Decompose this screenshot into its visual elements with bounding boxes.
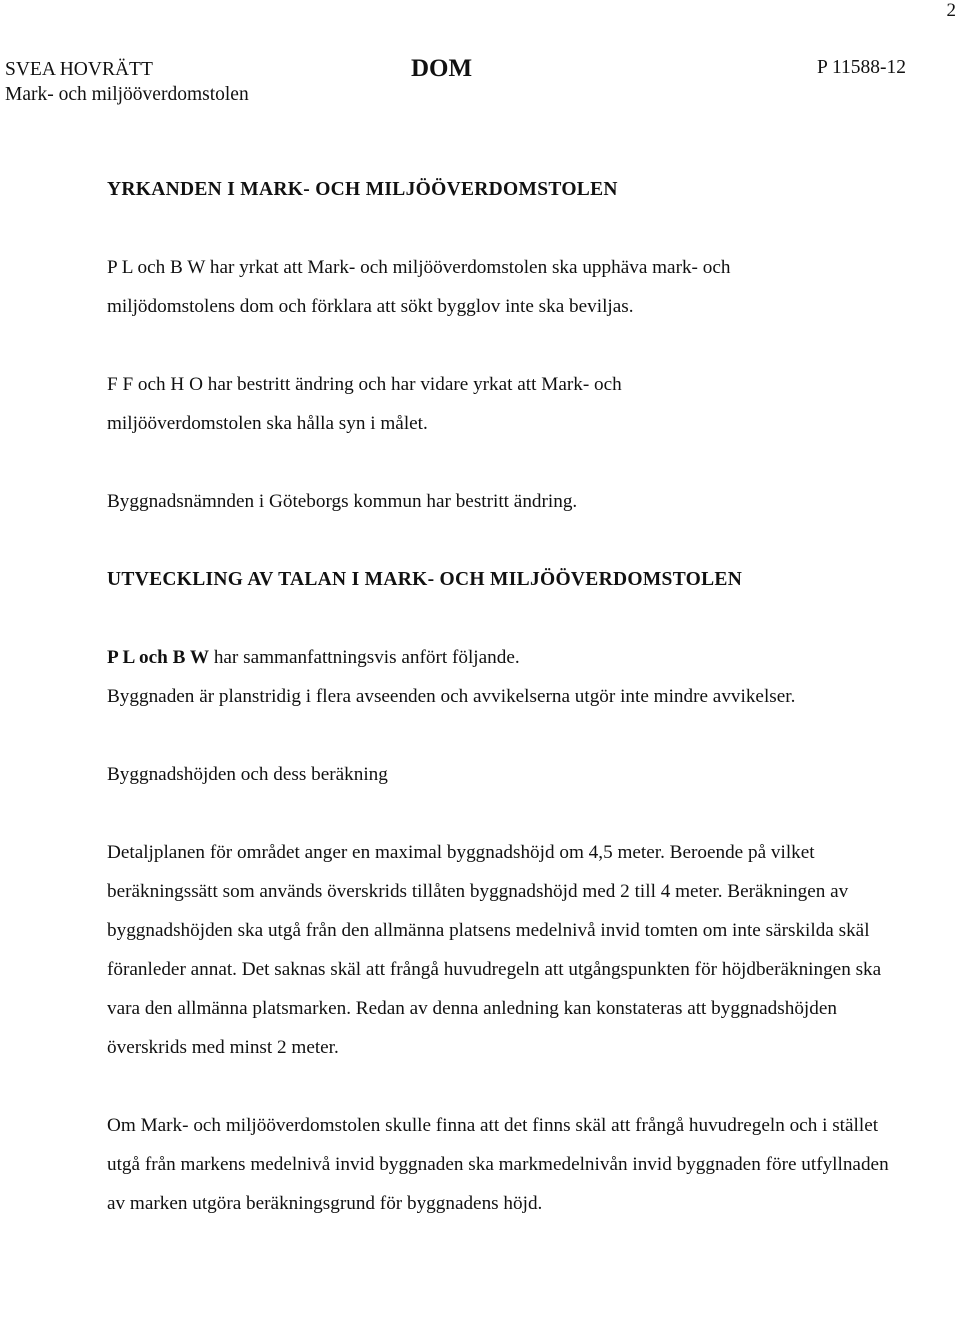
height-subheading: Byggnadshöjden och dess beräkning [107, 764, 388, 785]
court-division: Mark- och miljööverdomstolen [5, 84, 249, 105]
case-number: P 11588-12 [817, 57, 907, 78]
arguments-heading: UTVECKLING AV TALAN I MARK- OCH MILJÖÖVERDOMSTOLEN [107, 569, 743, 590]
parties-names: P L och B W [107, 647, 210, 668]
claims-paragraph: F F och H O har bestritt ändring och har vidare yrkat att Mark- och miljööverdomstolen ska hålla syn i målet. [107, 374, 622, 434]
claims-paragraph: P L och B W har yrkat att Mark- och miljööverdomstolen ska upphäva mark- och miljödomstolens dom och förklara att sökt bygglov inte ska beviljas. [107, 257, 731, 317]
arguments-paragraph: Byggnaden är planstridig i flera avseenden och avvikelserna utgör inte mindre avvikelser. [107, 686, 796, 707]
claims-heading: YRKANDEN I MARK- OCH MILJÖÖVERDOMSTOLEN [107, 179, 618, 200]
claims-paragraph: Byggnadsnämnden i Göteborgs kommun har bestritt ändring. [107, 491, 578, 512]
height-paragraph: Om Mark- och miljööverdomstolen skulle finna att det finns skäl att frångå huvudregeln och i stället utgå från markens medelnivå invid byggnaden ska markmedelnivån invid byggnaden före utfyllnaden av marken utgöra beräkningsgrund för byggnadens höjd. [107, 1115, 889, 1214]
court-name: SVEA HOVRÄTT [5, 59, 153, 80]
arguments-intro-text: har sammanfattningsvis anfört följande. [209, 647, 520, 668]
court-block [5, 57, 249, 107]
height-paragraph: Detaljplanen för området anger en maximal byggnadshöjd om 4,5 meter. Beroende på vilket beräkningssätt som används överskrids tillåten byggnadshöjd med 2 till 4 meter. Beräkningen av byggnadshöjden ska utgå från den allmänna platsens medelnivå invid tomten om inte särskilda skäl föranleder annat. Det saknas skäl att frångå huvudregeln att utgångspunkten för höjdberäkningen ska vara den allmänna platsmarken. Redan av denna anledning kan konstateras att byggnadshöjden överskrids med minst 2 meter. [107, 842, 882, 1058]
document-body [107, 170, 907, 1223]
document-type: DOM [411, 55, 473, 82]
page-number: 2 [946, 0, 956, 21]
arguments-intro [107, 638, 907, 677]
